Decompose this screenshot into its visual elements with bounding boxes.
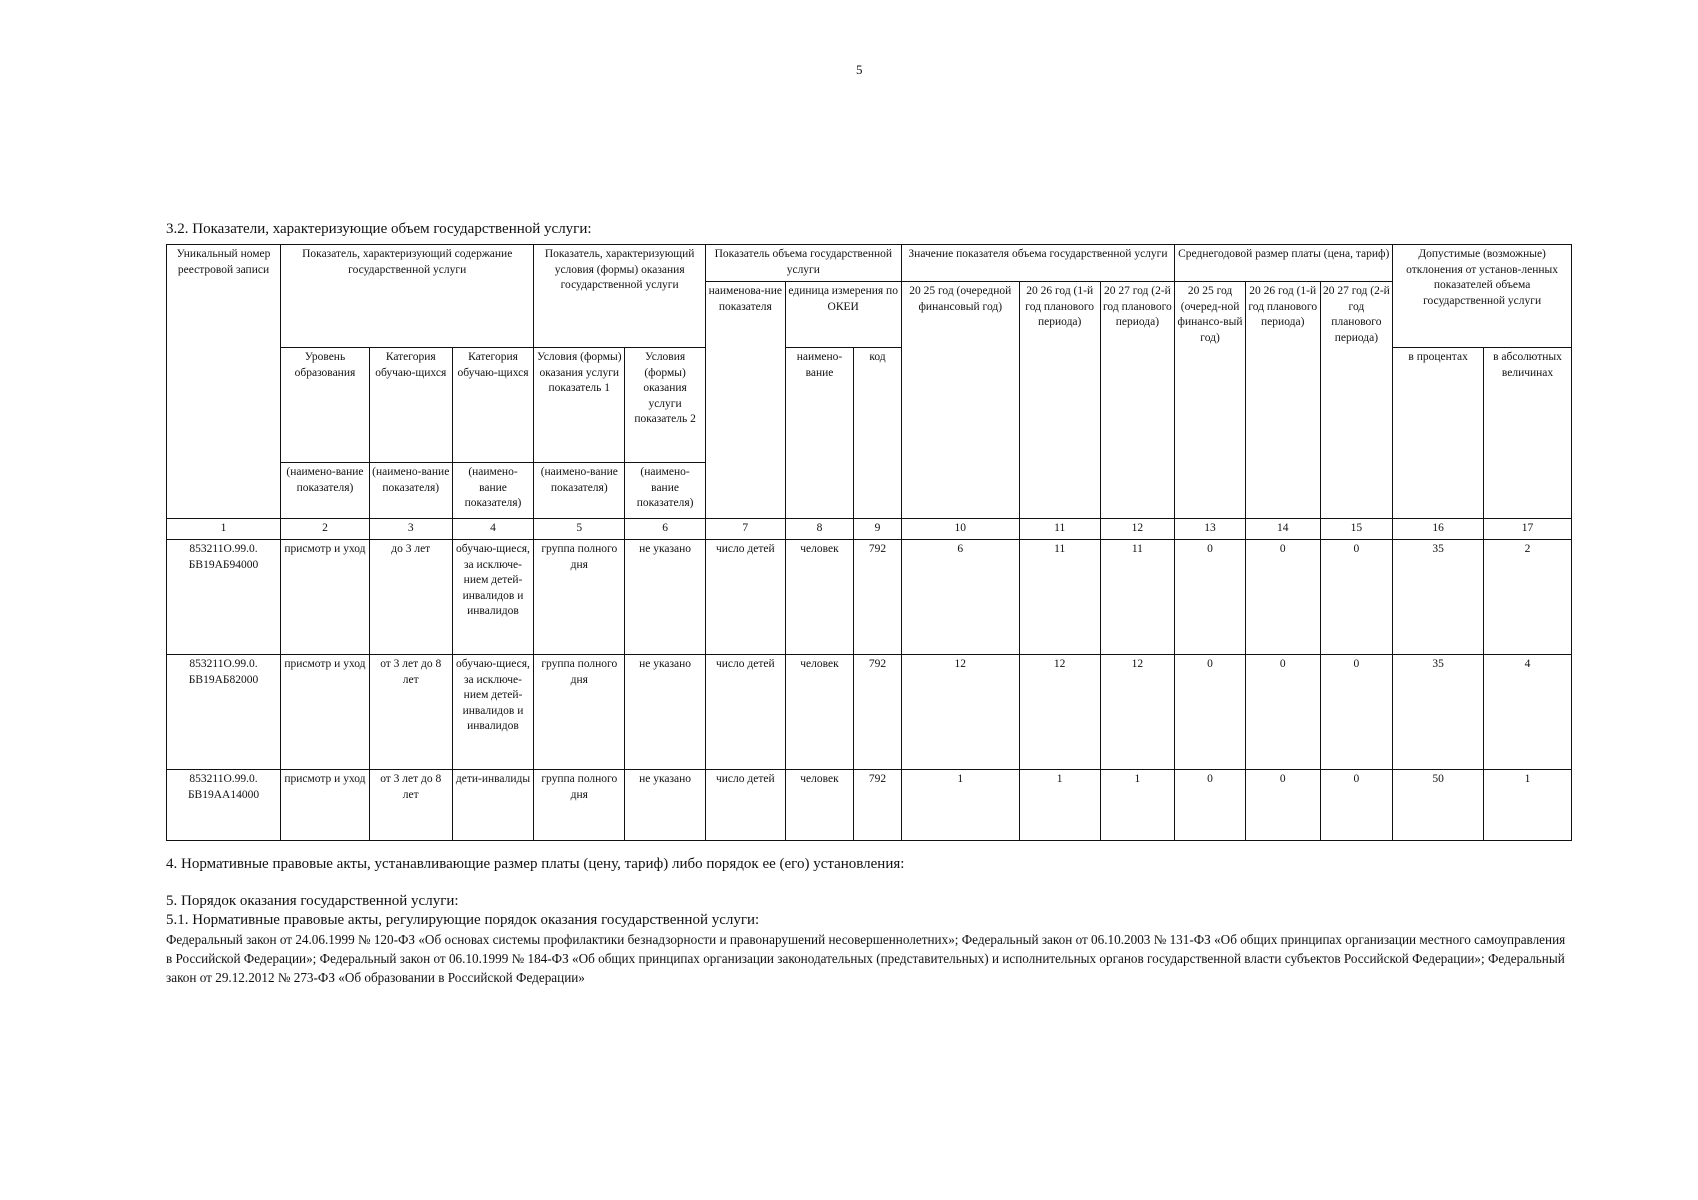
cell-level: присмотр и уход (281, 655, 370, 770)
header-naming-5: (наимено-вание показателя) (625, 463, 706, 519)
section-5-heading: 5. Порядок оказания государственной услуги: (166, 893, 459, 909)
cell-value-2025: 12 (901, 655, 1019, 770)
header-fee-year-plan2: 20 27 год (2-й год планового периода) (1320, 282, 1393, 519)
column-number: 15 (1320, 519, 1393, 540)
header-level: Уровень образования (281, 348, 370, 463)
regulatory-acts-text: Федеральный закон от 24.06.1999 № 120-ФЗ «Об основах системы профилактики безнадзорности и правонарушений несовершеннолетних»; Федеральный закон от 06.10.2003 № 131-ФЗ «Об общих принципах организации местного самоуправления в Российской Федерации»; Федеральный закон от 06.10.1999 № 184-ФЗ «Об общих принципах организации законодательных (представительных) и исполнительных органов государственной власти субъектов Российской Федерации»; Федеральный закон от 29.12.2012 № 273-ФЗ «Об образовании в Российской Федерации» (166, 932, 1566, 985)
section-3-2-title: 3.2. Показатели, характеризующие объем государственной услуги: (166, 221, 592, 237)
column-number: 14 (1245, 519, 1320, 540)
cell-value-2025: 1 (901, 770, 1019, 841)
cell-deviation-percent: 50 (1393, 770, 1484, 841)
cell-fee-2026: 0 (1245, 540, 1320, 655)
cell-fee-2027: 0 (1320, 770, 1393, 841)
header-condition-1: Условия (формы) оказания услуги показатель 1 (534, 348, 625, 463)
column-number: 7 (705, 519, 785, 540)
header-unique-number: Уникальный номер реестровой записи (167, 245, 281, 519)
header-condition-2: Условия (формы) оказания услуги показатель 2 (625, 348, 706, 463)
section-4-heading: 4. Нормативные правовые акты, устанавливающие размер платы (цену, тариф) либо порядок ее (его) установления: (166, 856, 905, 872)
header-indicator-name: наименова-ние показателя (705, 282, 785, 519)
header-year-plan2: 20 27 год (2-й год планового периода) (1100, 282, 1175, 519)
cell-category-2: обучаю-щиеся, за исключе-нием детей-инвалидов и инвалидов (452, 655, 534, 770)
cell-deviation-absolute: 4 (1484, 655, 1572, 770)
cell-fee-2026: 0 (1245, 770, 1320, 841)
cell-condition-1: группа полного дня (534, 540, 625, 655)
header-deviation-group: Допустимые (возможные) отклонения от установ-ленных показателей объема государственной услуги (1393, 245, 1572, 348)
cell-value-2026: 12 (1019, 655, 1100, 770)
cell-category-2: дети-инвалиды (452, 770, 534, 841)
header-naming-3: (наимено-вание показателя) (452, 463, 534, 519)
cell-okei-name: человек (785, 540, 854, 655)
header-value-group: Значение показателя объема государственной услуги (901, 245, 1175, 282)
column-number: 5 (534, 519, 625, 540)
header-year-next: 20 25 год (очередной финансовый год) (901, 282, 1019, 519)
cell-level: присмотр и уход (281, 540, 370, 655)
cell-fee-2027: 0 (1320, 655, 1393, 770)
cell-category-1: до 3 лет (369, 540, 452, 655)
header-percent: в процентах (1393, 348, 1484, 519)
cell-value-2027: 1 (1100, 770, 1175, 841)
column-number: 12 (1100, 519, 1175, 540)
column-number: 11 (1019, 519, 1100, 540)
cell-fee-2027: 0 (1320, 540, 1393, 655)
header-fee-group: Среднегодовой размер платы (цена, тариф) (1175, 245, 1393, 282)
cell-indicator-name: число детей (705, 770, 785, 841)
header-naming-1: (наимено-вание показателя) (281, 463, 370, 519)
cell-registry-number: 853211О.99.0. БВ19АБ82000 (167, 655, 281, 770)
table-row (167, 770, 1572, 841)
header-year-plan1: 20 26 год (1-й год планового периода) (1019, 282, 1100, 519)
cell-registry-number: 853211О.99.0. БВ19АБ94000 (167, 540, 281, 655)
column-number: 4 (452, 519, 534, 540)
header-volume-group: Показатель объема государственной услуги (705, 245, 901, 282)
cell-fee-2025: 0 (1175, 770, 1246, 841)
cell-value-2027: 12 (1100, 655, 1175, 770)
header-fee-year-plan1: 20 26 год (1-й год планового периода) (1245, 282, 1320, 519)
cell-indicator-name: число детей (705, 540, 785, 655)
header-conditions-group: Показатель, характеризующий условия (формы) оказания государственной услуги (534, 245, 706, 348)
cell-category-2: обучаю-щиеся, за исключе-нием детей-инвалидов и инвалидов (452, 540, 534, 655)
column-number: 2 (281, 519, 370, 540)
cell-value-2026: 1 (1019, 770, 1100, 841)
header-naming-4: (наимено-вание показателя) (534, 463, 625, 519)
header-okei-name: наимено-вание (785, 348, 854, 519)
table-row (167, 540, 1572, 655)
cell-condition-1: группа полного дня (534, 770, 625, 841)
cell-deviation-absolute: 1 (1484, 770, 1572, 841)
header-okei-unit: единица измерения по ОКЕИ (785, 282, 901, 348)
cell-fee-2025: 0 (1175, 655, 1246, 770)
column-number: 10 (901, 519, 1019, 540)
cell-value-2026: 11 (1019, 540, 1100, 655)
section-5-1-heading: 5.1. Нормативные правовые акты, регулирующие порядок оказания государственной услуги: (166, 912, 760, 928)
cell-okei-code: 792 (854, 770, 901, 841)
cell-okei-code: 792 (854, 540, 901, 655)
header-content-group: Показатель, характеризующий содержание государственной услуги (281, 245, 534, 348)
column-number-row (167, 519, 1572, 540)
cell-deviation-percent: 35 (1393, 540, 1484, 655)
cell-okei-name: человек (785, 770, 854, 841)
column-number: 3 (369, 519, 452, 540)
column-number: 6 (625, 519, 706, 540)
cell-condition-2: не указано (625, 540, 706, 655)
cell-fee-2025: 0 (1175, 540, 1246, 655)
cell-condition-2: не указано (625, 655, 706, 770)
column-number: 1 (167, 519, 281, 540)
cell-deviation-absolute: 2 (1484, 540, 1572, 655)
table-row (167, 655, 1572, 770)
cell-category-1: от 3 лет до 8 лет (369, 770, 452, 841)
cell-value-2027: 11 (1100, 540, 1175, 655)
header-category-1: Категория обучаю-щихся (369, 348, 452, 463)
column-number: 8 (785, 519, 854, 540)
cell-indicator-name: число детей (705, 655, 785, 770)
cell-deviation-percent: 35 (1393, 655, 1484, 770)
cell-registry-number: 853211О.99.0. БВ19АА14000 (167, 770, 281, 841)
cell-fee-2026: 0 (1245, 655, 1320, 770)
header-absolute: в абсолютных величинах (1484, 348, 1572, 519)
column-number: 9 (854, 519, 901, 540)
cell-level: присмотр и уход (281, 770, 370, 841)
volume-indicators-table (166, 244, 1572, 841)
cell-okei-code: 792 (854, 655, 901, 770)
column-number: 16 (1393, 519, 1484, 540)
cell-condition-2: не указано (625, 770, 706, 841)
cell-condition-1: группа полного дня (534, 655, 625, 770)
cell-okei-name: человек (785, 655, 854, 770)
column-number: 13 (1175, 519, 1246, 540)
cell-value-2025: 6 (901, 540, 1019, 655)
header-category-2: Категория обучаю-щихся (452, 348, 534, 463)
header-naming-2: (наимено-вание показателя) (369, 463, 452, 519)
page-number: 5 (856, 62, 863, 77)
header-okei-code: код (854, 348, 901, 519)
cell-category-1: от 3 лет до 8 лет (369, 655, 452, 770)
header-fee-year-next: 20 25 год (очеред-ной финансо-вый год) (1175, 282, 1246, 519)
column-number: 17 (1484, 519, 1572, 540)
